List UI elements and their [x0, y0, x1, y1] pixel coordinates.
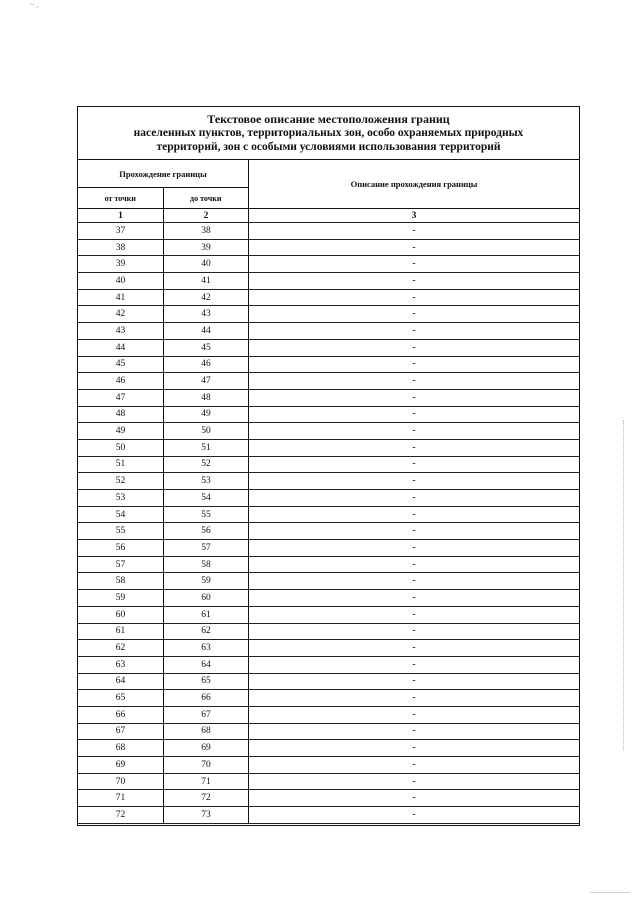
cell-description: -: [412, 743, 416, 754]
table-row: [78, 340, 579, 357]
cell-to-point: 68: [164, 724, 249, 740]
cell-from-point: 47: [78, 390, 164, 406]
cell-description: -: [412, 526, 416, 537]
cell-description: -: [412, 309, 416, 320]
table-row: [78, 273, 579, 290]
table-row: [78, 640, 579, 657]
header-points: [78, 188, 248, 208]
table-row: [78, 690, 579, 707]
cell-from-point: 69: [78, 757, 164, 773]
column-number-3: 3: [411, 210, 417, 221]
cell-description: -: [412, 376, 416, 387]
cell-to-point: 59: [164, 573, 249, 589]
column-number-2: 2: [164, 209, 249, 222]
header-to-point: до точки: [163, 188, 249, 208]
cell-to-point: 49: [164, 407, 249, 423]
cell-from-point: 41: [78, 290, 164, 306]
cell-description: -: [412, 626, 416, 637]
cell-description: -: [412, 476, 416, 487]
cell-description: -: [412, 442, 416, 453]
cell-from-point: 52: [78, 473, 164, 489]
cell-to-point: 38: [164, 223, 249, 239]
cell-from-point: 63: [78, 657, 164, 673]
scan-corner-mark: [590, 892, 630, 893]
cell-from-point: 42: [78, 306, 164, 322]
cell-to-point: 48: [164, 390, 249, 406]
cell-from-point: 62: [78, 640, 164, 656]
cell-description: -: [412, 793, 416, 804]
header-description: Описание прохождения границы: [350, 179, 478, 189]
boundary-table: [77, 106, 580, 826]
cell-description: -: [412, 359, 416, 370]
table-row: [78, 573, 579, 590]
cell-from-point: 43: [78, 323, 164, 339]
cell-from-point: 57: [78, 557, 164, 573]
table-row: [78, 457, 579, 474]
cell-from-point: 70: [78, 774, 164, 790]
cell-from-point: 46: [78, 373, 164, 389]
cell-to-point: 53: [164, 473, 249, 489]
table-row: [78, 373, 579, 390]
cell-from-point: 38: [78, 240, 164, 256]
cell-from-point: 66: [78, 707, 164, 723]
table-row: [78, 507, 579, 524]
cell-to-point: 54: [164, 490, 249, 506]
cell-from-point: 45: [78, 357, 164, 373]
column-number-row: [78, 209, 579, 223]
cell-to-point: 50: [164, 423, 249, 439]
cell-description: -: [412, 542, 416, 553]
cell-to-point: 67: [164, 707, 249, 723]
cell-to-point: 39: [164, 240, 249, 256]
title-line-2: населенных пунктов, территориальных зон, особо охраняемых природных: [133, 127, 524, 139]
cell-from-point: 58: [78, 573, 164, 589]
cell-from-point: 61: [78, 624, 164, 640]
cell-description: -: [412, 726, 416, 737]
cell-to-point: 41: [164, 273, 249, 289]
table-row: [78, 440, 579, 457]
cell-description: -: [412, 659, 416, 670]
table-row: [78, 223, 579, 240]
header-boundary-passage: Прохождение границы: [78, 160, 248, 188]
table-row: [78, 557, 579, 574]
table-row: [78, 624, 579, 641]
cell-from-point: 56: [78, 540, 164, 556]
cell-description: -: [412, 676, 416, 687]
cell-to-point: 58: [164, 557, 249, 573]
table-row: [78, 423, 579, 440]
header-boundary-group: [78, 160, 249, 208]
cell-description: -: [412, 392, 416, 403]
cell-to-point: 63: [164, 640, 249, 656]
cell-from-point: 64: [78, 674, 164, 690]
cell-from-point: 72: [78, 807, 164, 823]
table-row: [78, 707, 579, 724]
table-row: [78, 590, 579, 607]
cell-description: -: [412, 592, 416, 603]
cell-description: -: [412, 759, 416, 770]
cell-to-point: 40: [164, 256, 249, 272]
cell-description: -: [412, 559, 416, 570]
cell-to-point: 61: [164, 607, 249, 623]
table-row: [78, 724, 579, 741]
title-line-3: территорий, зон с особыми условиями использования территорий: [156, 141, 501, 153]
cell-from-point: 59: [78, 590, 164, 606]
cell-to-point: 62: [164, 624, 249, 640]
cell-to-point: 60: [164, 590, 249, 606]
cell-to-point: 73: [164, 807, 249, 823]
table-title: [78, 107, 579, 160]
cell-to-point: 47: [164, 373, 249, 389]
table-row: [78, 323, 579, 340]
cell-from-point: 51: [78, 457, 164, 473]
cell-to-point: 44: [164, 323, 249, 339]
table-row: [78, 407, 579, 424]
table-row: [78, 790, 579, 807]
cell-from-point: 48: [78, 407, 164, 423]
cell-to-point: 56: [164, 523, 249, 539]
cell-description: -: [412, 225, 416, 236]
cell-from-point: 60: [78, 607, 164, 623]
table-row: [78, 757, 579, 774]
table-row: [78, 490, 579, 507]
cell-to-point: 66: [164, 690, 249, 706]
cell-to-point: 70: [164, 757, 249, 773]
table-row: [78, 774, 579, 791]
cell-description: -: [412, 709, 416, 720]
scan-mark: ~ ,: [30, 0, 39, 9]
column-number-1: 1: [78, 209, 164, 222]
title-line-1: Текстовое описание местоположения границ: [207, 112, 450, 126]
table-row: [78, 674, 579, 691]
cell-from-point: 67: [78, 724, 164, 740]
table-row: [78, 473, 579, 490]
cell-from-point: 53: [78, 490, 164, 506]
cell-from-point: 39: [78, 256, 164, 272]
cell-to-point: 64: [164, 657, 249, 673]
cell-from-point: 65: [78, 690, 164, 706]
cell-to-point: 69: [164, 740, 249, 756]
cell-to-point: 71: [164, 774, 249, 790]
cell-description: -: [412, 492, 416, 503]
table-row: [78, 290, 579, 307]
cell-to-point: 42: [164, 290, 249, 306]
table-row: [78, 807, 579, 824]
cell-description: -: [412, 259, 416, 270]
cell-description: -: [412, 609, 416, 620]
cell-description: -: [412, 459, 416, 470]
table-body: [78, 223, 579, 824]
header-from-point: от точки: [104, 193, 136, 203]
cell-from-point: 71: [78, 790, 164, 806]
cell-from-point: 40: [78, 273, 164, 289]
table-row: [78, 256, 579, 273]
cell-to-point: 45: [164, 340, 249, 356]
cell-from-point: 49: [78, 423, 164, 439]
cell-description: -: [412, 693, 416, 704]
cell-description: -: [412, 409, 416, 420]
cell-to-point: 46: [164, 357, 249, 373]
cell-description: -: [412, 342, 416, 353]
cell-to-point: 55: [164, 507, 249, 523]
cell-from-point: 50: [78, 440, 164, 456]
table-row: [78, 357, 579, 374]
cell-to-point: 57: [164, 540, 249, 556]
cell-from-point: 44: [78, 340, 164, 356]
cell-from-point: 37: [78, 223, 164, 239]
cell-description: -: [412, 242, 416, 253]
table-row: [78, 523, 579, 540]
cell-from-point: 55: [78, 523, 164, 539]
cell-from-point: 68: [78, 740, 164, 756]
cell-description: -: [412, 576, 416, 587]
cell-description: -: [412, 325, 416, 336]
cell-description: -: [412, 643, 416, 654]
table-row: [78, 657, 579, 674]
cell-description: -: [412, 809, 416, 820]
table-row: [78, 390, 579, 407]
table-row: [78, 540, 579, 557]
cell-to-point: 52: [164, 457, 249, 473]
cell-description: -: [412, 292, 416, 303]
cell-description: -: [412, 426, 416, 437]
cell-from-point: 54: [78, 507, 164, 523]
table-row: [78, 607, 579, 624]
table-header: [78, 160, 579, 209]
cell-description: -: [412, 275, 416, 286]
cell-to-point: 65: [164, 674, 249, 690]
table-row: [78, 240, 579, 257]
scan-edge-line: [623, 420, 625, 750]
table-row: [78, 740, 579, 757]
cell-description: -: [412, 509, 416, 520]
cell-to-point: 43: [164, 306, 249, 322]
cell-to-point: 51: [164, 440, 249, 456]
table-row: [78, 306, 579, 323]
cell-to-point: 72: [164, 790, 249, 806]
cell-description: -: [412, 776, 416, 787]
